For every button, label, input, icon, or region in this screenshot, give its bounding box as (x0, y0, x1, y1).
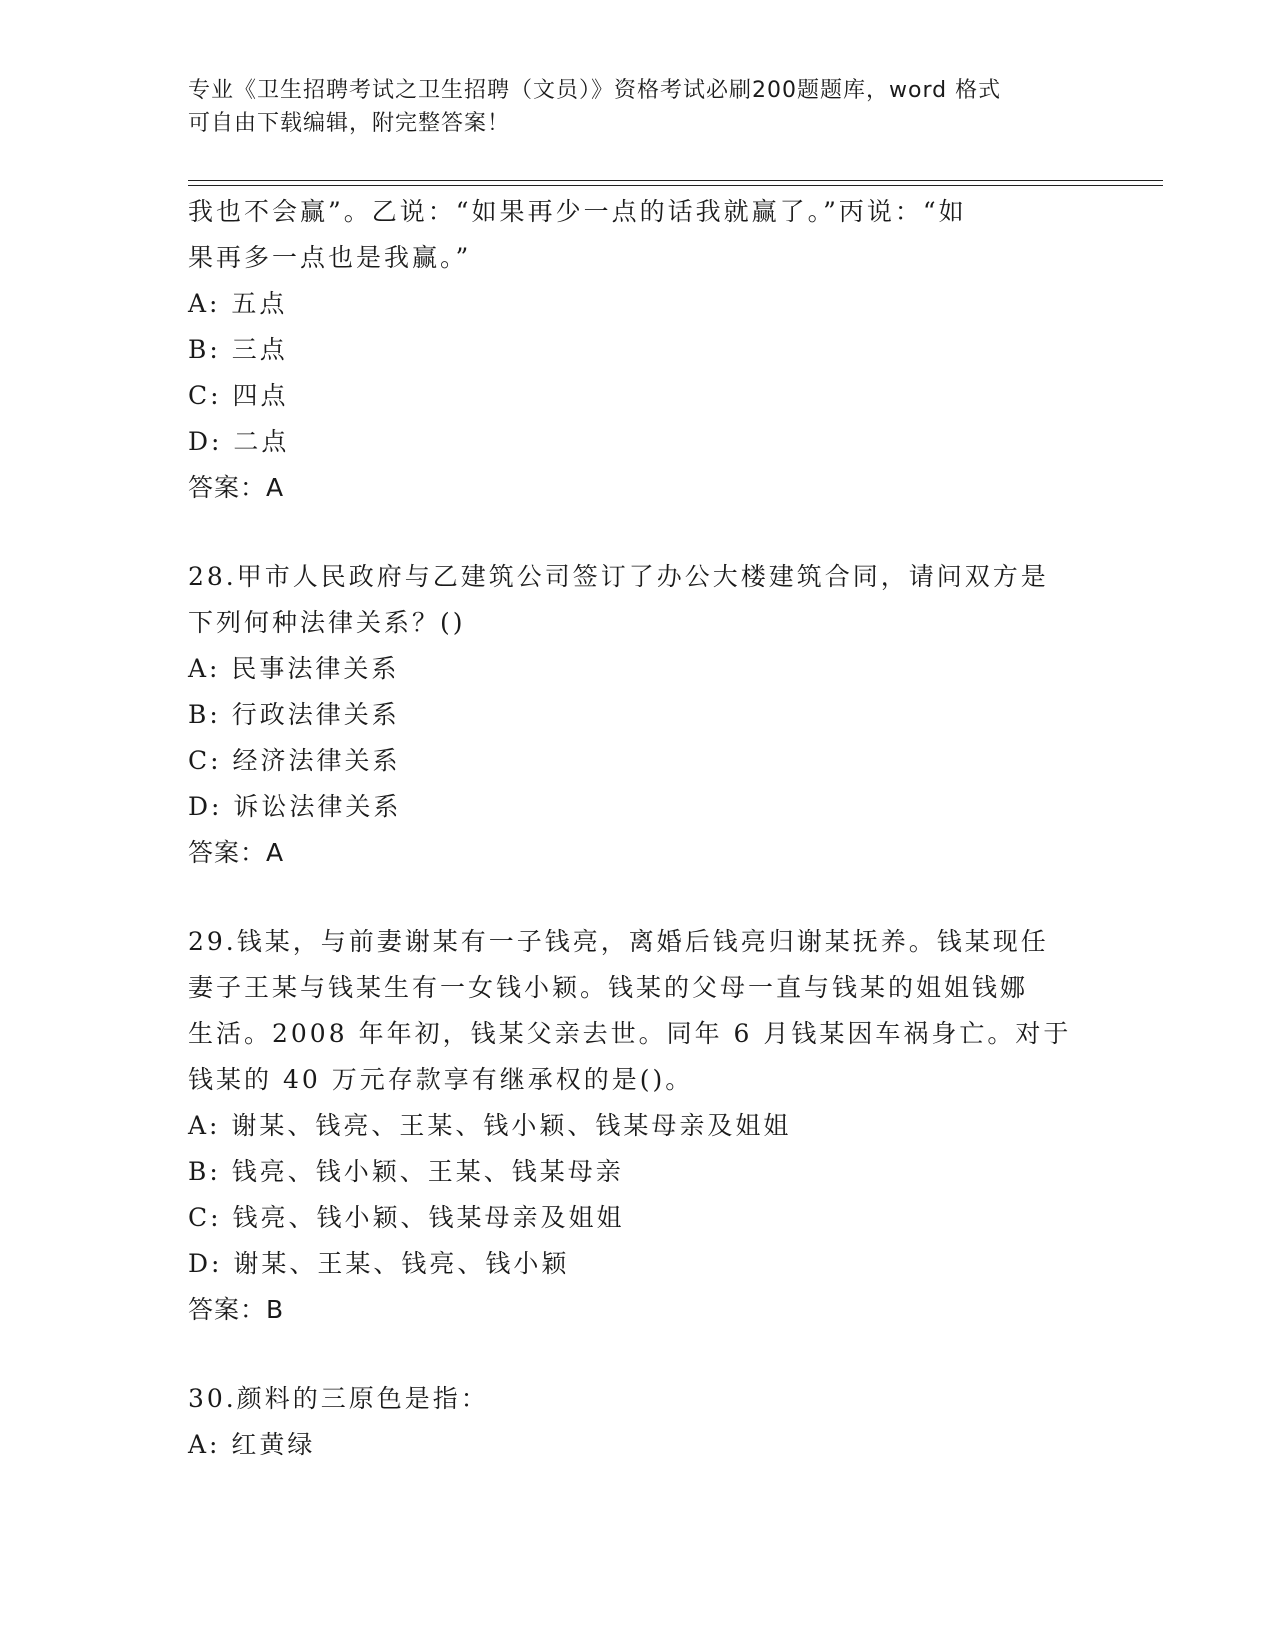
header-divider-bottom (188, 185, 1163, 186)
question-text-line: 下列何种法律关系？() (188, 608, 466, 637)
option-b: B: 三点 (188, 335, 288, 364)
question-spacer (188, 1333, 1088, 1376)
option-c: C: 钱亮、钱小颖、钱某母亲及姐姐 (188, 1203, 625, 1232)
question-text-line: 果再多一点也是我赢。” (188, 243, 472, 272)
document-header (188, 74, 1088, 140)
option-d: D: 二点 (188, 427, 290, 456)
question-text-line: 生活。2008 年年初，钱某父亲去世。同年 6 月钱某因车祸身亡。对于 (188, 1019, 1072, 1048)
header-divider-top (188, 180, 1163, 181)
option-c: C: 四点 (188, 381, 289, 410)
document-body (188, 189, 1088, 1468)
answer-line: 答案：A (188, 838, 285, 867)
option-d: D: 诉讼法律关系 (188, 792, 402, 821)
question-text-line: 我也不会赢”。乙说：“如果再少一点的话我就赢了。”丙说：“如 (188, 197, 967, 226)
question-27-continuation (188, 189, 1088, 511)
answer-line: 答案：B (188, 1295, 285, 1324)
question-30 (188, 1376, 1088, 1468)
option-d: D: 谢某、王某、钱亮、钱小颖 (188, 1249, 570, 1278)
option-a: A: 谢某、钱亮、王某、钱小颖、钱某母亲及姐姐 (188, 1111, 792, 1140)
question-spacer (188, 511, 1088, 554)
option-a: A: 红黄绿 (188, 1430, 316, 1459)
question-text-line: 29.钱某，与前妻谢某有一子钱亮，离婚后钱亮归谢某抚养。钱某现任 (188, 927, 1049, 956)
option-a: A: 民事法律关系 (188, 654, 400, 683)
question-28 (188, 554, 1088, 876)
option-b: B: 行政法律关系 (188, 700, 400, 729)
question-text-line: 妻子王某与钱某生有一女钱小颖。钱某的父母一直与钱某的姐姐钱娜 (188, 973, 1029, 1002)
question-spacer (188, 876, 1088, 919)
option-b: B: 钱亮、钱小颖、王某、钱某母亲 (188, 1157, 624, 1186)
question-text-line: 28.甲市人民政府与乙建筑公司签订了办公大楼建筑合同，请问双方是 (188, 562, 1049, 591)
option-c: C: 经济法律关系 (188, 746, 401, 775)
header-line-2: 可自由下载编辑，附完整答案！ (188, 111, 511, 136)
header-line-1: 专业《卫生招聘考试之卫生招聘（文员）》资格考试必刷200题题库，word 格式 (188, 78, 1002, 103)
question-text-line: 30.颜料的三原色是指： (188, 1384, 489, 1413)
option-a: A: 五点 (188, 289, 288, 318)
question-29 (188, 919, 1088, 1333)
answer-line: 答案：A (188, 473, 285, 502)
question-text-line: 钱某的 40 万元存款享有继承权的是()。 (188, 1065, 694, 1094)
